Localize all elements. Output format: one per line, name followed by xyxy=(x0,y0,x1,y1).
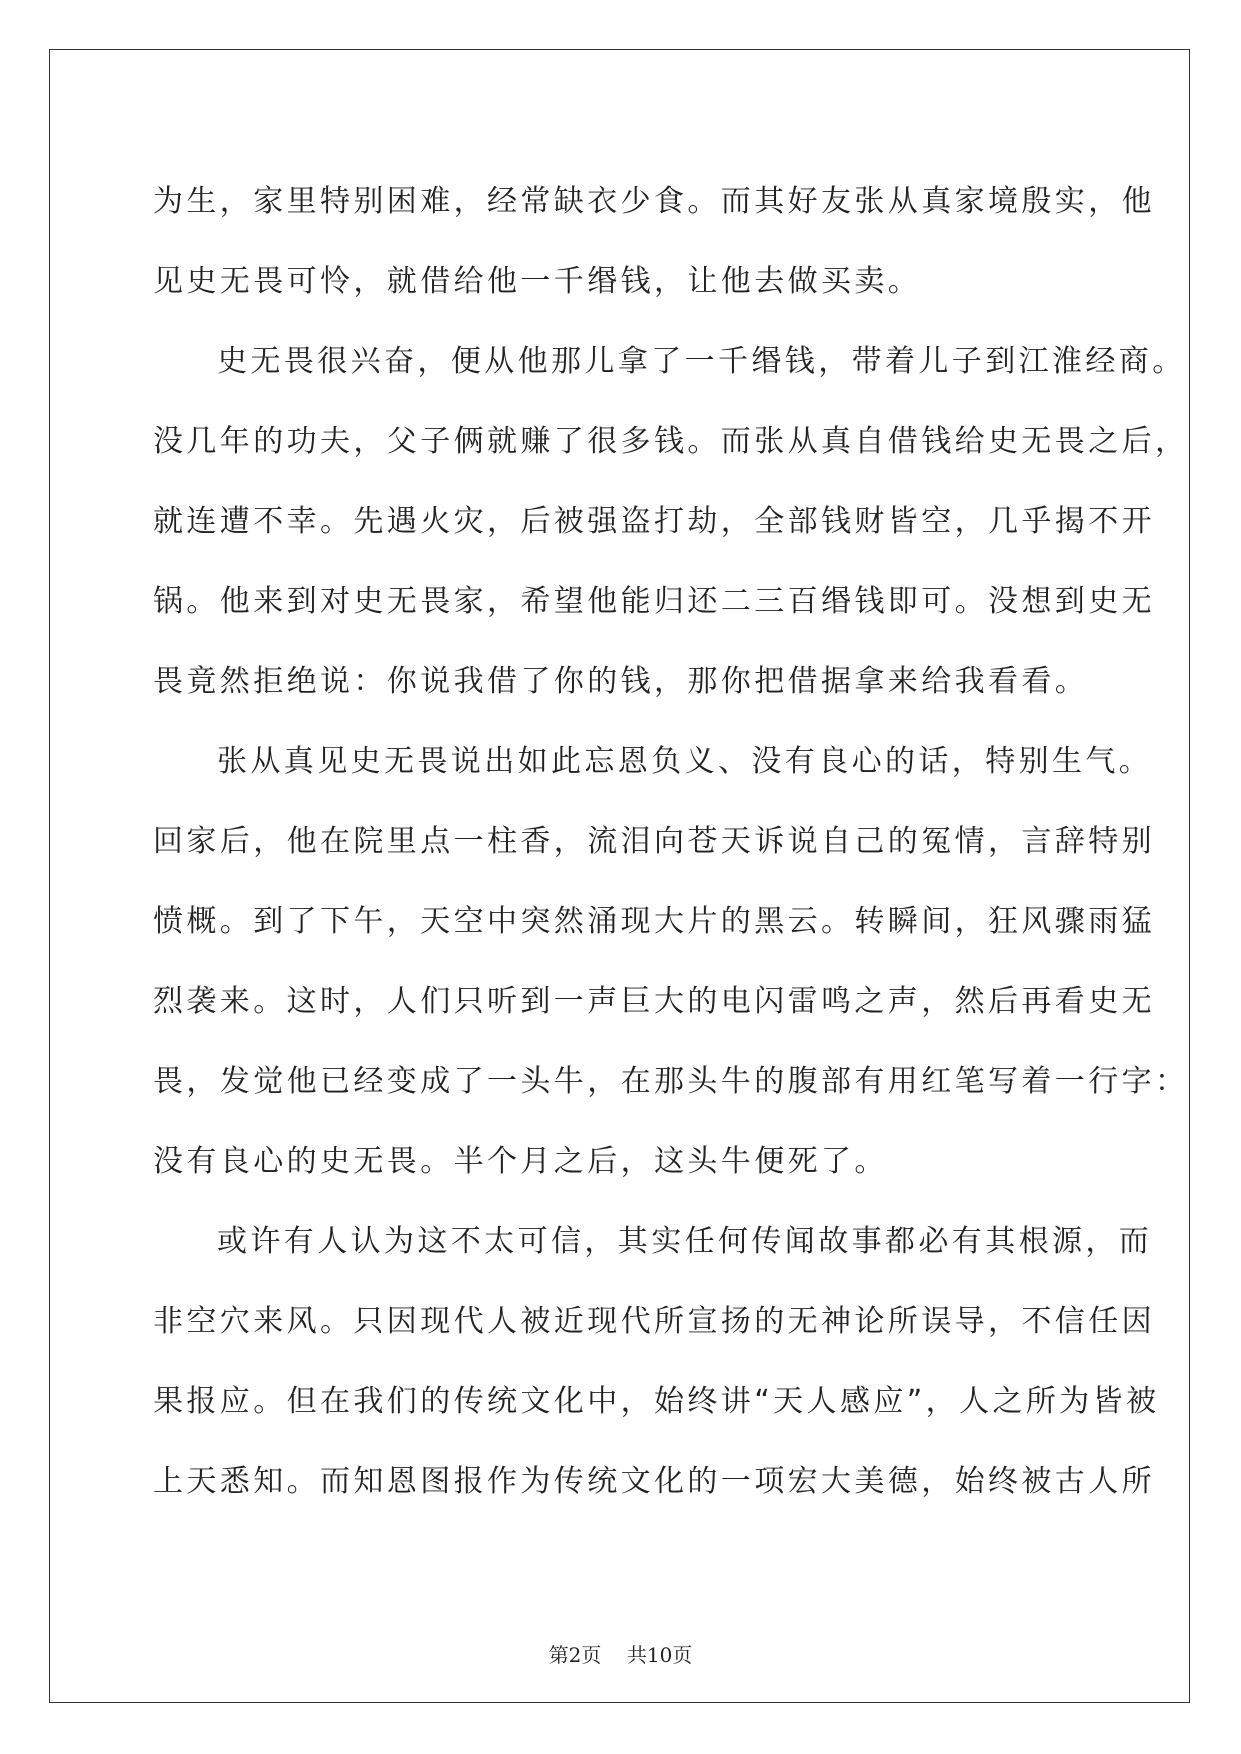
text-line: 见史无畏可怜，就借给他一千缗钱，让他去做买卖。 xyxy=(153,264,922,299)
text-line: 没几年的功夫，父子俩就赚了很多钱。而张从真自借钱给史无畏之后， xyxy=(153,424,1189,459)
text-line: 为生，家里特别困难，经常缺衣少食。而其好友张从真家境殷实，他 xyxy=(153,184,1155,219)
text-line: 畏竟然拒绝说：你说我借了你的钱，那你把借据拿来给我看看。 xyxy=(153,664,1089,699)
paragraph-start-line: 或许有人认为这不太可信，其实任何传闻故事都必有其根源，而 xyxy=(217,1224,1153,1259)
text-line: 上天悉知。而知恩图报作为传统文化的一项宏大美德，始终被古人所 xyxy=(153,1464,1155,1499)
paragraph-start-line: 史无畏很兴奋，便从他那儿拿了一千缗钱，带着儿子到江淮经商。 xyxy=(217,344,1186,379)
page-number-footer: 第2页 共10页 xyxy=(548,1643,693,1667)
text-line: 没有良心的史无畏。半个月之后，这头牛便死了。 xyxy=(153,1144,888,1179)
text-line: 愤概。到了下午，天空中突然涌现大片的黑云。转瞬间，狂风骤雨猛 xyxy=(153,904,1155,939)
text-line: 非空穴来风。只因现代人被近现代所宣扬的无神论所误导，不信任因 xyxy=(153,1304,1155,1339)
document-body xyxy=(153,162,1189,1522)
text-line: 果报应。但在我们的传统文化中，始终讲“天人感应”，人之所为皆被 xyxy=(153,1384,1160,1419)
text-line: 回家后，他在院里点一柱香，流泪向苍天诉说自己的冤情，言辞特别 xyxy=(153,824,1155,859)
text-line: 畏，发觉他已经变成了一头牛，在那头牛的腹部有用红笔写着一行字： xyxy=(153,1064,1189,1099)
text-line: 烈袭来。这时，人们只听到一声巨大的电闪雷鸣之声，然后再看史无 xyxy=(153,984,1155,1019)
text-line: 就连遭不幸。先遇火灾，后被强盗打劫，全部钱财皆空，几乎揭不开 xyxy=(153,504,1155,539)
text-line: 锅。他来到对史无畏家，希望他能归还二三百缗钱即可。没想到史无 xyxy=(153,584,1155,619)
paragraph-start-line: 张从真见史无畏说出如此忘恩负义、没有良心的话，特别生气。 xyxy=(217,744,1153,779)
